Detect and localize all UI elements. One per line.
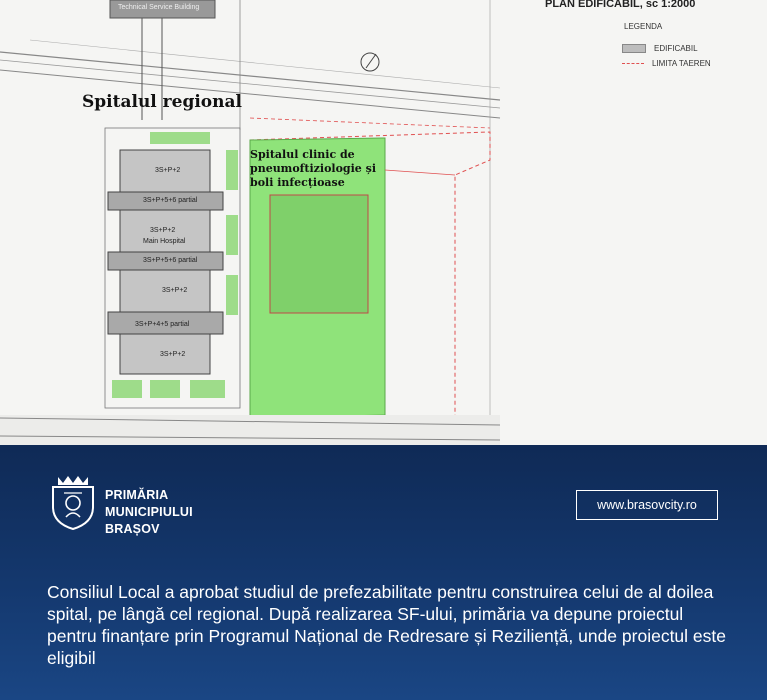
legend-heading: LEGENDA — [624, 22, 663, 31]
website-link[interactable]: www.brasovcity.ro — [576, 490, 718, 520]
org-name — [105, 487, 193, 538]
org-line: BRAȘOV — [105, 522, 160, 536]
plan-title: PLAN EDIFICABIL, sc 1:2000 — [545, 0, 696, 10]
building-label: 3S+P+5+6 partial — [143, 257, 198, 264]
building-label: Main Hospital — [143, 238, 186, 245]
legend-label: EDIFICABIL — [654, 44, 698, 53]
label-spitalul-regional: Spitalul regional — [82, 92, 242, 112]
legend-item-limita — [622, 59, 711, 68]
legend-item-edificabil — [622, 44, 698, 53]
building-label: 3S+P+2 — [155, 167, 181, 174]
org-line: MUNICIPIULUI — [105, 505, 193, 519]
building-label: 3S+P+2 — [160, 351, 186, 358]
legend-swatch-grey — [622, 44, 646, 53]
legend-swatch-red-dashed — [622, 63, 644, 64]
caption-text: Consiliul Local a aprobat studiul de prefezabilitate pentru construirea celui de al doilea spital, pe lângă cel regional. După realizarea SF-ului, primăria va depune proiectul pentru finanțare prin Programul Național de Redresare și Reziliență, unde proiectul este eligibil — [47, 582, 726, 668]
building-label: 3S+P+2 — [150, 227, 176, 234]
building-label: 3S+P+2 — [162, 287, 188, 294]
building-label-top: Technical Service Building — [118, 4, 200, 11]
label-spitalul-clinic: Spitalul clinic de pneumoftiziologie și boli infecțioase — [250, 148, 377, 189]
org-line: PRIMĂRIA — [105, 488, 169, 502]
info-banner — [0, 445, 767, 700]
building-label: 3S+P+4+5 partial — [135, 321, 190, 328]
building-label: 3S+P+5+6 partial — [143, 197, 198, 204]
legend-label: LIMITA TAEREN — [652, 59, 711, 68]
brasov-crest-icon — [50, 473, 96, 531]
